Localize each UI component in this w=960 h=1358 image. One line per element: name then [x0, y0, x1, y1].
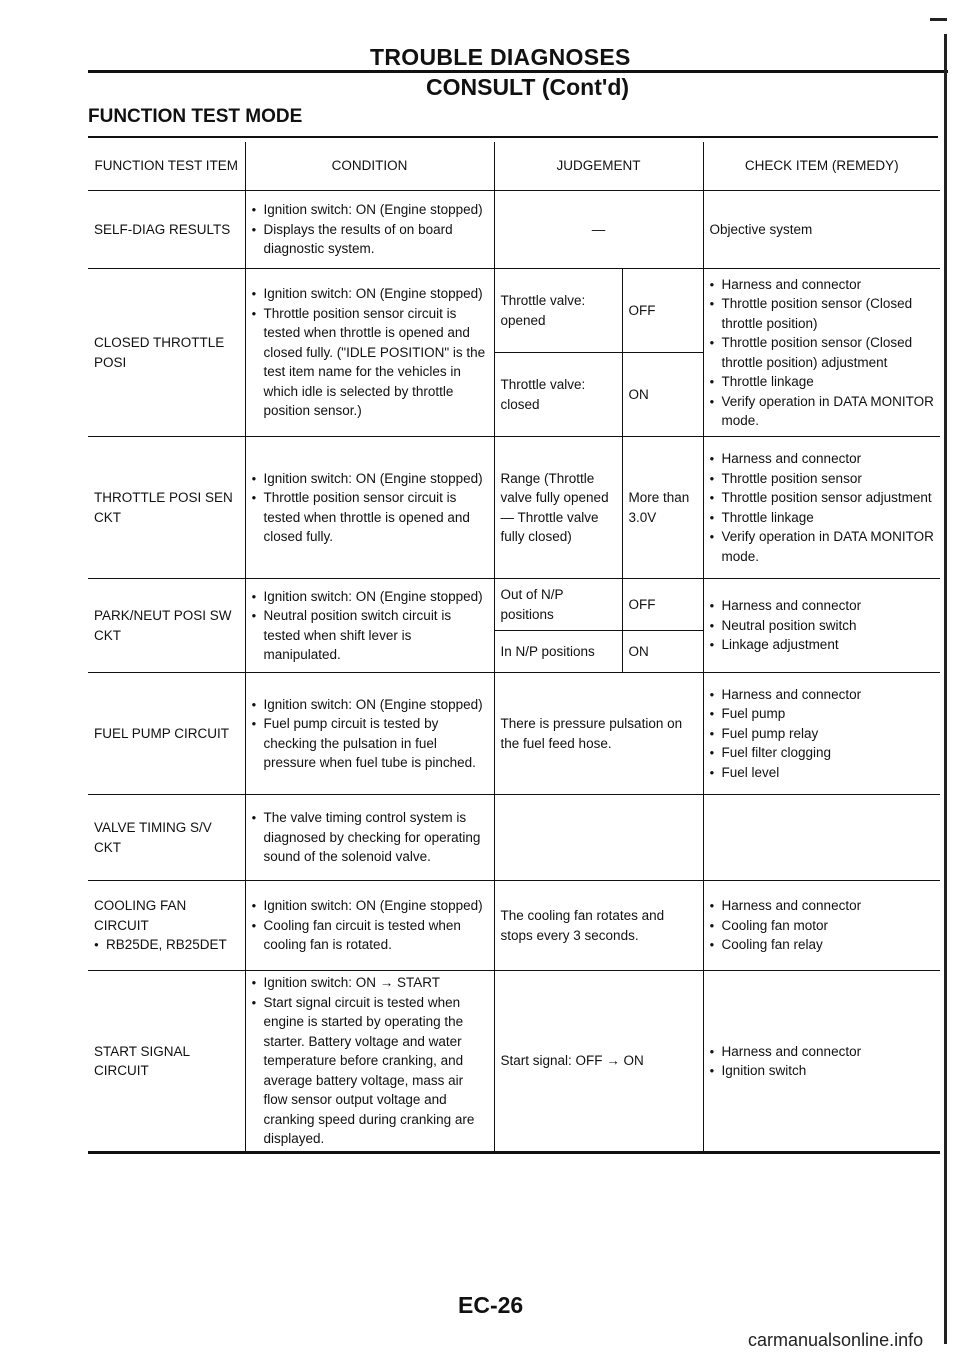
- judgement-cell: In N/P positions: [494, 631, 622, 673]
- condition-cell: [245, 269, 494, 437]
- judgement-cell: Start signal: OFF → ON: [494, 971, 703, 1153]
- check-bullet: ● Throttle linkage: [710, 372, 935, 392]
- check-cell: [703, 673, 940, 795]
- condition-bullet: ● Ignition switch: ON (Engine stopped): [252, 284, 488, 304]
- condition-cell: [245, 437, 494, 579]
- check-cell: Objective system: [703, 191, 940, 269]
- item-cell: VALVE TIMING S/V CKT: [88, 795, 245, 881]
- condition-bullet: ● Ignition switch: ON (Engine stopped): [252, 587, 488, 607]
- watermark-text: carmanualsonline.info: [748, 1330, 924, 1350]
- judgement-cell: There is pressure pulsation on the fuel feed hose.: [494, 673, 703, 795]
- check-bullet: ● Throttle position sensor (Closed throttle position): [710, 294, 935, 333]
- function-test-table: [88, 142, 940, 1154]
- check-cell: [703, 579, 940, 673]
- check-bullet: ● Throttle position sensor adjustment: [710, 488, 935, 508]
- condition-bullet: ● Displays the results of on board diagnostic system.: [252, 220, 488, 259]
- table-row: [88, 971, 940, 1153]
- judgement-cell: The cooling fan rotates and stops every 3 seconds.: [494, 881, 703, 971]
- table-header-row: [88, 142, 940, 191]
- condition-bullet: ● Start signal circuit is tested when engine is started by operating the starter. Battery voltage and water temperature before cranking, and average battery voltage, mass air flow sensor output voltage and cranking speed during cranking are displayed.: [252, 993, 488, 1149]
- check-bullet: ● Harness and connector: [710, 896, 935, 916]
- judgement-cell: —: [494, 191, 703, 269]
- check-bullet: ● Linkage adjustment: [710, 635, 935, 655]
- section-rule: [88, 136, 938, 138]
- check-bullet: ● Verify operation in DATA MONITOR mode.: [710, 527, 935, 566]
- table-row: [88, 437, 940, 579]
- check-bullet: ● Fuel level: [710, 763, 935, 783]
- page-edge-mark: [930, 18, 947, 21]
- column-header-check: CHECK ITEM (REMEDY): [703, 142, 940, 191]
- item-cell: [88, 881, 245, 971]
- judgement-cell: Throttle valve: opened: [494, 269, 622, 353]
- condition-bullet: ● Ignition switch: ON → START: [252, 973, 488, 993]
- condition-bullet: ● The valve timing control system is diagnosed by checking for operating sound of the solenoid valve.: [252, 808, 488, 867]
- check-bullet: ● Harness and connector: [710, 275, 935, 295]
- condition-cell: [245, 881, 494, 971]
- check-bullet: ● Cooling fan relay: [710, 935, 935, 955]
- judgement-cell: Out of N/P positions: [494, 579, 622, 631]
- check-bullet: ● Throttle position sensor (Closed throttle position) adjustment: [710, 333, 935, 372]
- page-subtitle: CONSULT (Cont'd): [426, 74, 630, 100]
- condition-bullet: ● Throttle position sensor circuit is tested when throttle is opened and closed fully.: [252, 488, 488, 547]
- item-note: ● RB25DE, RB25DET: [94, 935, 239, 955]
- item-cell: START SIGNAL CIRCUIT: [88, 971, 245, 1153]
- judgement-cell: Throttle valve: closed: [494, 353, 622, 437]
- title-rule: [88, 70, 948, 73]
- condition-bullet: ● Ignition switch: ON (Engine stopped): [252, 695, 488, 715]
- check-cell: [703, 269, 940, 437]
- check-cell: [703, 795, 940, 881]
- result-cell: More than 3.0V: [622, 437, 703, 579]
- check-cell: [703, 971, 940, 1153]
- section-title: FUNCTION TEST MODE: [88, 106, 303, 127]
- check-bullet: ● Throttle position sensor: [710, 469, 935, 489]
- check-bullet: ● Cooling fan motor: [710, 916, 935, 936]
- result-cell: ON: [622, 631, 703, 673]
- item-cell: PARK/NEUT POSI SW CKT: [88, 579, 245, 673]
- check-bullet: ● Harness and connector: [710, 685, 935, 705]
- condition-bullet: ● Ignition switch: ON (Engine stopped): [252, 896, 488, 916]
- check-bullet: ● Neutral position switch: [710, 616, 935, 636]
- item-cell: THROTTLE POSI SEN CKT: [88, 437, 245, 579]
- column-header-judgement: JUDGEMENT: [494, 142, 703, 191]
- table-row: [88, 191, 940, 269]
- table-row: [88, 269, 940, 353]
- page-number: EC-26: [458, 1292, 524, 1318]
- condition-cell: [245, 191, 494, 269]
- check-bullet: ● Harness and connector: [710, 1042, 935, 1062]
- result-cell: ON: [622, 353, 703, 437]
- page-edge-line: [944, 34, 947, 1344]
- condition-bullet: ● Neutral position switch circuit is tested when shift lever is manipulated.: [252, 606, 488, 665]
- result-cell: OFF: [622, 269, 703, 353]
- item-cell: CLOSED THROTTLE POSI: [88, 269, 245, 437]
- column-header-condition: CONDITION: [245, 142, 494, 191]
- item-label: COOLING FAN CIRCUIT: [94, 898, 187, 933]
- check-bullet: ● Harness and connector: [710, 449, 935, 469]
- check-cell: [703, 437, 940, 579]
- condition-cell: [245, 795, 494, 881]
- check-bullet: ● Fuel pump: [710, 704, 935, 724]
- result-cell: OFF: [622, 579, 703, 631]
- condition-cell: [245, 971, 494, 1153]
- check-bullet: ● Fuel filter clogging: [710, 743, 935, 763]
- page-title: TROUBLE DIAGNOSES: [370, 44, 631, 70]
- table-row: [88, 881, 940, 971]
- item-cell: FUEL PUMP CIRCUIT: [88, 673, 245, 795]
- check-bullet: ● Throttle linkage: [710, 508, 935, 528]
- check-cell: [703, 881, 940, 971]
- column-header-item: FUNCTION TEST ITEM: [88, 142, 245, 191]
- condition-cell: [245, 673, 494, 795]
- judgement-cell: Range (Throttle valve fully opened — Throttle valve fully closed): [494, 437, 622, 579]
- condition-bullet: ● Ignition switch: ON (Engine stopped): [252, 200, 488, 220]
- check-bullet: ● Fuel pump relay: [710, 724, 935, 744]
- table-row: [88, 579, 940, 631]
- judgement-cell: [494, 795, 703, 881]
- item-cell: SELF-DIAG RESULTS: [88, 191, 245, 269]
- condition-cell: [245, 579, 494, 673]
- table-row: [88, 795, 940, 881]
- check-bullet: ● Verify operation in DATA MONITOR mode.: [710, 392, 935, 431]
- condition-bullet: ● Ignition switch: ON (Engine stopped): [252, 469, 488, 489]
- condition-bullet: ● Throttle position sensor circuit is tested when throttle is opened and closed fully. ("IDLE POSITION" is the test item name for the vehicles in which idle is selected by throttle position sensor.): [252, 304, 488, 421]
- check-bullet: ● Harness and connector: [710, 596, 935, 616]
- check-bullet: ● Ignition switch: [710, 1061, 935, 1081]
- condition-bullet: ● Cooling fan circuit is tested when cooling fan is rotated.: [252, 916, 488, 955]
- table-row: [88, 673, 940, 795]
- condition-bullet: ● Fuel pump circuit is tested by checking the pulsation in fuel pressure when fuel tube is pinched.: [252, 714, 488, 773]
